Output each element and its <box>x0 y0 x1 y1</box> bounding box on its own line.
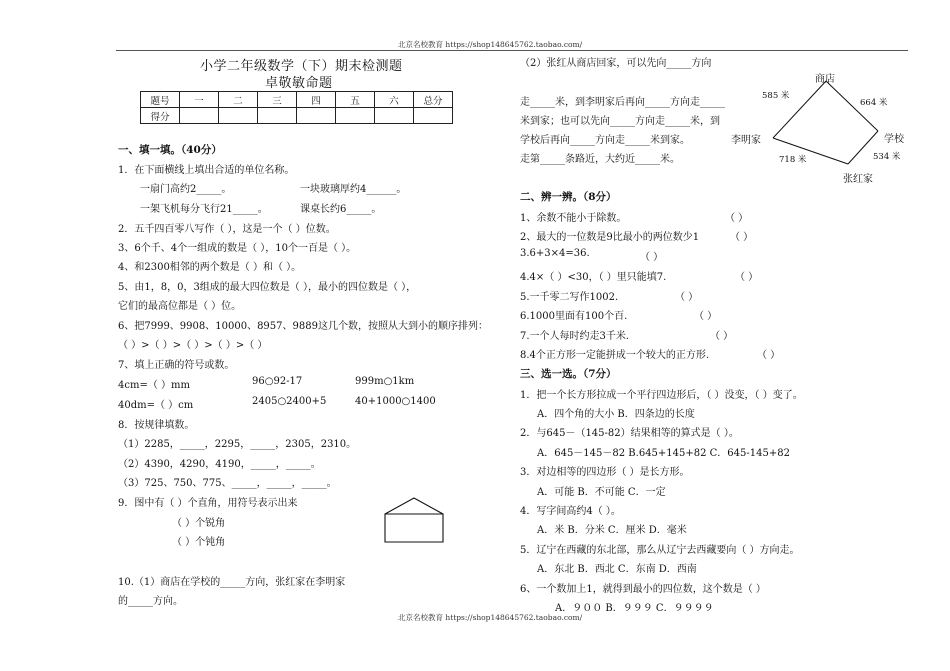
judge-8-paren: （ ） <box>757 350 781 361</box>
score-header-cell: 六 <box>375 92 414 108</box>
header-rule <box>116 50 908 51</box>
choice-3-options: A．可能 B．不可能 C．一定 <box>537 487 666 498</box>
question-5b: 它们的最高位都是（ ）位。 <box>118 301 242 312</box>
map-label-school: 学校 <box>884 134 904 145</box>
choice-5-options: A．东北 B．西北 C．东南 D．西南 <box>537 564 697 575</box>
judge-2-paren: （ ） <box>730 232 754 243</box>
judge-5: 5.一千零二写作1002. <box>520 292 619 303</box>
question-7c: 999m○1km <box>355 376 415 387</box>
choice-5: 5．辽宁在西藏的东北部，那么从辽宁去西藏要向（ ）方向走。 <box>520 545 800 556</box>
page-title: 小学二年级数学（下）期末检测题 <box>200 59 403 74</box>
judge-6: 6.1000里面有100个百. <box>520 311 628 322</box>
score-cell[interactable] <box>219 108 258 124</box>
question-10d: 走_____米，到李明家后再向_____方向走_____ <box>520 97 725 108</box>
choice-6: 6、一个数加上1，就得到最小的四位数，这个数是（ ） <box>520 584 766 595</box>
question-8: 8．按规律填数。 <box>118 420 195 431</box>
question-9a: 9．图中有（ ）个直角，用符号表示出来 <box>118 498 298 509</box>
map-label-shop: 商店 <box>815 74 835 85</box>
question-10g: 走第_____条路近，大约近_____米。 <box>520 154 680 165</box>
question-7: 7、填上正确的符号或数。 <box>118 360 235 371</box>
score-cell[interactable] <box>414 108 453 124</box>
choice-6-options: A．９００ B．９９９ C．９９９９ <box>555 603 714 614</box>
question-10e: 米到家；也可以先向_____方向走_____米，到 <box>520 116 720 127</box>
question-1a: 一扇门高约2_____。 <box>140 184 232 195</box>
map-label-zhanghong: 张红家 <box>843 174 873 185</box>
judge-6-paren: （ ） <box>694 311 718 322</box>
question-4: 4、和2300相邻的两个数是（ ）和（ ）。 <box>118 262 302 273</box>
map-distance-585: 585 米 <box>762 91 790 101</box>
question-7d: 40dm=（ ）cm <box>118 400 194 411</box>
score-cell[interactable] <box>258 108 297 124</box>
score-table-header-row <box>141 92 453 108</box>
question-7e: 2405○2400+5 <box>252 396 327 407</box>
question-7f: 40+1000○1400 <box>355 396 436 407</box>
map-distance-664: 664 米 <box>860 98 888 108</box>
score-header-cell: 总分 <box>414 92 453 108</box>
question-10a: 10.（1）商店在学校的_____方向，张红家在李明家 <box>118 577 346 588</box>
question-5a: 5、由1，8，0，3组成的最大四位数是（ ），最小的四位数是（ ）， <box>118 282 417 293</box>
choice-4-options: A．米 B．分米 C．厘米 D．毫米 <box>537 525 687 536</box>
map-label-liming: 李明家 <box>731 135 761 146</box>
house-shape-figure <box>384 497 444 543</box>
question-1b: 一块玻璃厚约4______。 <box>300 184 407 195</box>
question-8c: （3）725、750、775、_____，_____，_____。 <box>118 478 337 489</box>
question-7a: 4cm=（ ）mm <box>118 380 190 391</box>
question-10f: 学校后再向_____方向走_____米到家。 <box>520 135 690 146</box>
score-header-cell: 四 <box>297 92 336 108</box>
page-header: 北京名校教育 https://shop148645762.taobao.com/ <box>398 40 583 49</box>
section-1-heading: 一、填一填。（40分） <box>118 144 222 156</box>
question-10b: 的_____方向。 <box>118 596 183 607</box>
question-1c: 一架飞机每分飞行21_____。 <box>140 204 268 215</box>
judge-1-paren: （ ） <box>725 213 749 224</box>
choice-2: 2．与645－（145-82）结果相等的算式是（ ）。 <box>520 428 739 439</box>
question-9c: （ ）个钝角 <box>172 537 226 548</box>
score-header-cell: 五 <box>336 92 375 108</box>
page-author: 卓敬敏命题 <box>265 76 333 91</box>
choice-1-options: A．四个角的大小 B．四条边的长度 <box>537 409 695 420</box>
score-header-cell: 二 <box>219 92 258 108</box>
judge-7: 7.一个人每时约走3千米. <box>520 331 630 342</box>
judge-4: 4.4×（ ）<30，（ ）里只能填7. <box>520 272 667 283</box>
question-6b: （ ）>（ ）>（ ）>（ ）>（ ） <box>118 340 268 351</box>
choice-2-options: A．645－145－82 B.645+145+82 C．645-145+82 <box>537 448 790 459</box>
score-cell[interactable] <box>375 108 414 124</box>
question-9b: （ ）个锐角 <box>172 518 226 529</box>
judge-7-paren: （ ） <box>710 331 734 342</box>
question-3: 3、6个千、4个一组成的数是（ ），10个一百是（ ）。 <box>118 243 357 254</box>
judge-3-paren: （ ） <box>640 252 664 263</box>
question-8a: （1）2285，_____，2295，_____，2305，2310。 <box>118 439 357 450</box>
map-distance-534: 534 米 <box>873 152 901 162</box>
judge-1: 1、余数不能小于除数。 <box>520 213 627 224</box>
page-footer: 北京名校教育 https://shop148645762.taobao.com/ <box>398 613 583 622</box>
question-8b: （2）4390，4290，4190，_____，_____。 <box>118 459 321 470</box>
score-cell[interactable] <box>336 108 375 124</box>
choice-1: 1．把一个长方形拉成一个平行四边形后，（ ）没变，（ ）变了。 <box>520 390 803 401</box>
judge-5-paren: （ ） <box>675 292 699 303</box>
choice-4: 4．写字间高约4（ ）。 <box>520 506 621 517</box>
choice-3: 3．对边相等的四边形（ ）是长方形。 <box>520 467 690 478</box>
score-table <box>140 91 453 124</box>
map-distance-718: 718 米 <box>779 155 807 165</box>
section-2-heading: 二、辨一辨。（8分） <box>520 191 617 203</box>
question-6a: 6、把7999、9908、10000、8957、9889这几个数，按照从大到小的顺序排列： <box>118 321 488 332</box>
judge-4-paren: （ ） <box>735 272 759 283</box>
score-row-label: 得分 <box>141 108 180 124</box>
section-3-heading: 三、选一选。（7分） <box>520 368 617 380</box>
judge-3: 3.6+3×4=36. <box>520 248 590 259</box>
question-1: 1．在下面横线上填出合适的单位名称。 <box>118 165 295 176</box>
score-header-cell: 一 <box>180 92 219 108</box>
score-table-score-row <box>141 108 453 124</box>
score-header-cell: 三 <box>258 92 297 108</box>
judge-2: 2、最大的一位数是9比最小的两位数少1 <box>520 232 700 243</box>
score-cell[interactable] <box>297 108 336 124</box>
judge-8: 8.4个正方形一定能拼成一个较大的正方形. <box>520 350 710 361</box>
question-2: 2．五千四百零八写作（ ），这是一个（ ）位数。 <box>118 224 336 235</box>
score-header-cell: 题号 <box>141 92 180 108</box>
score-cell[interactable] <box>180 108 219 124</box>
question-7b: 96○92-17 <box>252 376 303 387</box>
question-1d: 课桌长约6_____。 <box>300 204 382 215</box>
question-10c: （2）张红从商店回家，可以先向_____方向 <box>520 58 712 69</box>
